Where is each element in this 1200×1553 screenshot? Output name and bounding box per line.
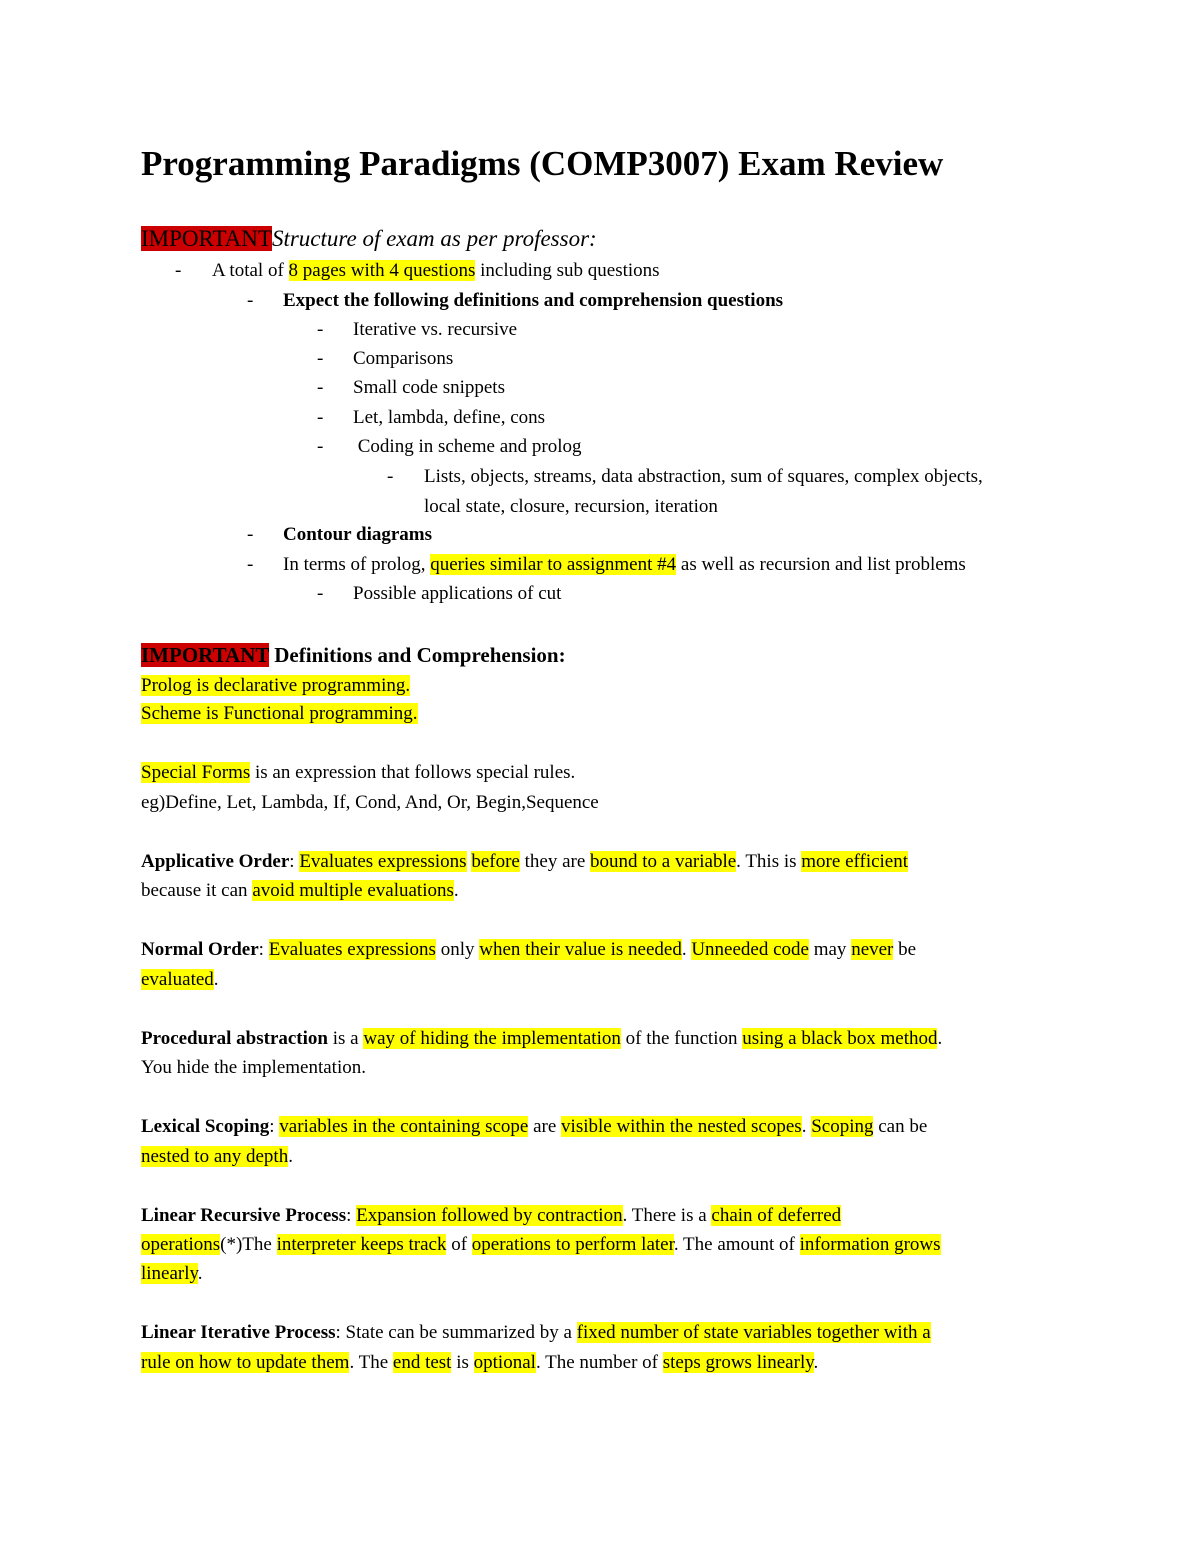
scheme-line [141, 701, 418, 727]
highlight-run: more efficient [801, 851, 909, 872]
list-item: Iterative vs. recursive [353, 319, 518, 340]
definitions-heading [141, 641, 566, 669]
text-run: . [937, 1028, 943, 1049]
text-run: . The amount of [673, 1234, 800, 1255]
text-run: In terms of prolog, [283, 554, 431, 575]
normal-order-line1 [141, 937, 916, 963]
term: Applicative Order [141, 851, 290, 872]
highlight-run: linearly [141, 1263, 198, 1284]
procedural-abstraction-line1 [141, 1026, 942, 1052]
procedural-abstraction-line2: You hide the implementation. [141, 1057, 366, 1078]
bullet-dash: - [317, 436, 324, 457]
text-run: : [269, 1116, 280, 1137]
highlight-run: nested to any depth [141, 1146, 289, 1167]
highlight-run: Evaluates expressions [299, 851, 467, 872]
text-run: . [213, 969, 219, 990]
text-run: . [197, 1263, 203, 1284]
linear-iterative-line1 [141, 1320, 931, 1346]
highlight-run: steps grows linearly [662, 1352, 814, 1373]
text-run: (*)The [220, 1234, 277, 1255]
text-run: : [346, 1205, 357, 1226]
bullet-dash: - [247, 524, 254, 545]
text-run: are [528, 1116, 562, 1137]
highlight-run: operations to perform later [471, 1234, 674, 1255]
text-run: because it can [141, 880, 253, 901]
highlight-run: bound to a variable [590, 851, 737, 872]
structure-heading [141, 224, 597, 254]
text-run: . There is a [622, 1205, 712, 1226]
highlight-run: when their value is needed [479, 939, 682, 960]
text-run: : [289, 851, 300, 872]
term: Linear Iterative Process [141, 1322, 336, 1343]
text-run: including sub questions [475, 260, 660, 281]
text-run: can be [873, 1116, 928, 1137]
highlight-run: Expansion followed by contraction [356, 1205, 623, 1226]
highlight-run: evaluated [141, 969, 214, 990]
highlight-run: rule on how to update them [141, 1352, 350, 1373]
special-forms-example: eg)Define, Let, Lambda, If, Cond, And, Or, Begin,Sequence [141, 792, 599, 813]
lexical-scoping-line2 [141, 1144, 293, 1170]
definitions-heading-text: Definitions and Comprehension: [269, 643, 566, 667]
important-label: IMPORTANT [141, 643, 269, 667]
text-run: as well as recursion and list problems [676, 554, 966, 575]
term: Lexical Scoping [141, 1116, 270, 1137]
highlight-run: optional [473, 1352, 536, 1373]
bullet-dash: - [317, 407, 324, 428]
highlight-run: interpreter keeps track [276, 1234, 447, 1255]
text-run: is an expression that follows special rules. [250, 762, 576, 783]
bullet-dash: - [317, 377, 324, 398]
list-item: Possible applications of cut [353, 583, 562, 604]
text-run: . The [349, 1352, 393, 1373]
text-run: of the function [620, 1028, 743, 1049]
highlight-run: chain of deferred [711, 1205, 842, 1226]
highlight-run: information grows [799, 1234, 941, 1255]
highlight-run: avoid multiple evaluations [252, 880, 454, 901]
linear-recursive-line2 [141, 1232, 941, 1258]
bullet-dash: - [247, 290, 254, 311]
list-item-sub-cont: local state, closure, recursion, iteration [424, 496, 718, 517]
text-run: . The number of [535, 1352, 663, 1373]
applicative-order-line2 [141, 878, 459, 904]
highlight-run: visible within the nested scopes [561, 1116, 802, 1137]
highlight-run: fixed number of state variables together with a [576, 1322, 931, 1343]
text-run: . [801, 1116, 812, 1137]
normal-order-line2 [141, 967, 219, 993]
text-run: of [446, 1234, 472, 1255]
highlight-run: queries similar to assignment #4 [430, 554, 677, 575]
highlight-run: Special Forms [141, 762, 251, 783]
text-run: . [681, 939, 692, 960]
highlight-run: Evaluates expressions [268, 939, 436, 960]
highlight-run: never [851, 939, 894, 960]
highlight-run: Scoping [811, 1116, 874, 1137]
text-run: be [893, 939, 917, 960]
term: Procedural abstraction [141, 1028, 328, 1049]
text-run: . [453, 880, 459, 901]
text-run: may [808, 939, 852, 960]
highlight-run: Unneeded code [691, 939, 809, 960]
page-title: Programming Paradigms (COMP3007) Exam Review [141, 144, 944, 183]
highlight-run: end test [392, 1352, 452, 1373]
highlight-run: way of hiding the implementation [363, 1028, 621, 1049]
text-run: . This is [736, 851, 802, 872]
bullet-dash: - [247, 554, 254, 575]
bullet-prolog [283, 552, 966, 578]
bullet-dash: - [387, 466, 394, 487]
list-item: Comparisons [353, 348, 454, 369]
linear-recursive-line1 [141, 1203, 841, 1229]
text-run: : [258, 939, 269, 960]
lexical-scoping-line1 [141, 1114, 927, 1140]
linear-recursive-line3 [141, 1261, 203, 1287]
list-item: Coding in scheme and prolog [353, 436, 582, 457]
highlight-run: 8 pages with 4 questions [288, 260, 476, 281]
text-run: they are [519, 851, 591, 872]
text-run: is [451, 1352, 474, 1373]
text-run: . [813, 1352, 819, 1373]
bullet-pages [212, 258, 660, 284]
list-item: Let, lambda, define, cons [353, 407, 546, 428]
term: Normal Order [141, 939, 259, 960]
bullet-dash: - [317, 583, 324, 604]
highlight-run: using a black box method [742, 1028, 938, 1049]
important-label: IMPORTANT [141, 226, 272, 251]
text-run: : State can be summarized by a [335, 1322, 577, 1343]
highlight-run: Scheme is Functional programming. [141, 703, 418, 724]
bullet-contour: Contour diagrams [283, 524, 433, 545]
highlight-run: variables in the containing scope [279, 1116, 529, 1137]
bullet-dash: - [317, 319, 324, 340]
text-run: is a [328, 1028, 364, 1049]
list-item: Small code snippets [353, 377, 505, 398]
text-run: only [435, 939, 480, 960]
special-forms-line [141, 760, 575, 786]
bullet-dash: - [317, 348, 324, 369]
bullet-dash: - [175, 260, 182, 281]
list-item-sub: Lists, objects, streams, data abstraction, sum of squares, complex objects, [424, 466, 983, 487]
bullet-definitions: Expect the following definitions and comprehension questions [283, 290, 784, 311]
term: Linear Recursive Process [141, 1205, 347, 1226]
highlight-run: Prolog is declarative programming. [141, 675, 411, 696]
applicative-order-line1 [141, 849, 908, 875]
structure-heading-text: Structure of exam as per professor: [271, 226, 597, 251]
text-run: . [288, 1146, 293, 1167]
prolog-line [141, 673, 410, 699]
highlight-run: before [471, 851, 520, 872]
text-run: A total of [212, 260, 289, 281]
highlight-run: operations [141, 1234, 221, 1255]
linear-iterative-line2 [141, 1350, 818, 1376]
